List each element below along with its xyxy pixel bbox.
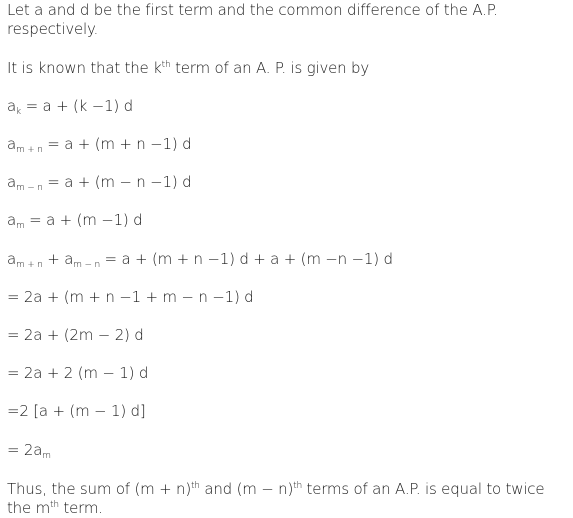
known-k: k bbox=[153, 59, 162, 77]
eq-rhs: = a + (m −1) d bbox=[24, 211, 143, 229]
eq-sub: m − n bbox=[16, 183, 43, 193]
th-sup: th bbox=[50, 500, 59, 510]
eq-lhs: a bbox=[7, 250, 16, 268]
known-th: th bbox=[161, 60, 171, 70]
equation-am-minus-n bbox=[7, 172, 191, 192]
eq-sub: m + n bbox=[16, 145, 43, 155]
conclusion-text: Thus, the sum of (m + n) bbox=[7, 480, 191, 498]
known-statement bbox=[7, 58, 369, 78]
equation-am bbox=[7, 210, 142, 230]
conclusion-line-1 bbox=[7, 479, 544, 499]
conclusion-text: term. bbox=[58, 499, 103, 517]
eq-rhs: = a + (k −1) d bbox=[21, 97, 133, 115]
eq-sub: m bbox=[16, 221, 25, 231]
conclusion-text: terms of an A.P. is equal to twice bbox=[301, 480, 545, 498]
eq-sub: m bbox=[42, 451, 51, 461]
eq-sub: m − n bbox=[73, 260, 100, 270]
eq-sub: m + n bbox=[16, 260, 43, 270]
step-text: =2 [a + (m − 1) d] bbox=[7, 402, 146, 420]
th-sup: th bbox=[190, 481, 200, 491]
eq-sub: k bbox=[16, 107, 22, 117]
step-simplify-3 bbox=[7, 363, 148, 383]
intro-text: Let a and d be the first term and the common difference of the A.P. bbox=[7, 1, 498, 19]
eq-mid: + a bbox=[42, 250, 74, 268]
conclusion-line-2 bbox=[7, 498, 103, 518]
eq-lhs: a bbox=[7, 135, 16, 153]
step-simplify-1 bbox=[7, 287, 253, 307]
intro-text: respectively. bbox=[7, 20, 99, 38]
step-simplify-2 bbox=[7, 325, 144, 345]
step-simplify-4 bbox=[7, 401, 146, 421]
step-text: = 2a + (2m − 2) d bbox=[7, 326, 144, 344]
equation-ak bbox=[7, 96, 133, 116]
intro-line-2 bbox=[7, 19, 98, 39]
step-final bbox=[7, 440, 51, 460]
th-sup: th bbox=[293, 481, 302, 491]
known-text: It is known that the bbox=[7, 59, 154, 77]
eq-rhs: = a + (m + n −1) d bbox=[42, 135, 192, 153]
step-text: = 2a + (m + n −1 + m − n −1) d bbox=[7, 288, 254, 306]
intro-line-1 bbox=[7, 0, 498, 20]
step-text: = 2a + 2 (m − 1) d bbox=[7, 364, 149, 382]
eq-lhs: a bbox=[7, 173, 16, 191]
known-text-end: term of an A. P. is given by bbox=[170, 59, 370, 77]
equation-sum bbox=[7, 249, 393, 269]
eq-lhs: a bbox=[7, 211, 16, 229]
step-text: = 2a bbox=[7, 441, 43, 459]
conclusion-text: the m bbox=[7, 499, 50, 517]
equation-am-plus-n bbox=[7, 134, 191, 154]
eq-lhs: a bbox=[7, 97, 16, 115]
conclusion-text: and (m − n) bbox=[199, 480, 294, 498]
eq-rhs: = a + (m − n −1) d bbox=[42, 173, 192, 191]
eq-rhs: = a + (m + n −1) d + a + (m −n −1) d bbox=[99, 250, 393, 268]
